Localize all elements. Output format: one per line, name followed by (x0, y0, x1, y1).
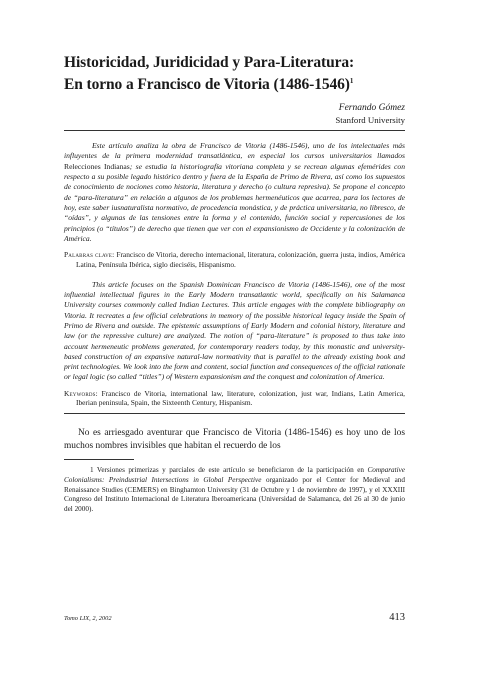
footnote-divider (64, 459, 134, 460)
title-line-2: En torno a Francisco de Vitoria (1486-1546) (64, 76, 350, 94)
keywords-english (64, 389, 405, 409)
abstract-english: This article focuses on the Spanish Dominican Francisco de Vitoria (1486-1546), one of the most influential intellectual figures in the Early Modern transatlantic world, specifically on his Salamanca University courses commonly called Indian Lectures. This article engages with the complete bibliography on Vitoria. It recreates a few official celebrations in memory of the possible historical legacy inside the Spain of Primo de Rivera and outside. The epistemic assumptions of Early Modern and colonial history, literature and law (or the repressive culture) are analyzed. The notion of “para-literature” is proposed to thus take into account hermeneutic problems generated, for contemporary readers today, by this monastic and university-based construction of an expansive natural-law normativity that is parallel to the already existing book and print technologies. We look into the form and content, social function and consequences of the official rationale or legal logic (so called “titles”) of Western expansionism and the conquest and colonization of America. (64, 279, 405, 382)
abstract-es-part-1: Este artículo analiza la obra de Francisco de Vitoria (1486-1546), uno de los intelectuales más influyentes de la primera modernidad transatlántica, en especial los cursos universitarios llamados (64, 141, 405, 161)
keywords-es-label: Palabras clave: (64, 250, 115, 260)
abstract-es-part-2: Relecciones Indianas (64, 161, 130, 171)
author-block (64, 103, 405, 125)
body-paragraph: No es arriesgado aventurar que Francisco de Vitoria (1486-1546) es hoy uno de los muchos nombres invisibles que habitan el recuerdo de los (64, 428, 405, 451)
article-page (64, 54, 405, 515)
author-affiliation: Stanford University (335, 115, 405, 126)
page-number: 413 (389, 612, 405, 623)
footnote (64, 466, 405, 515)
footnote-part-2: Comparative Colonialisms: Preindustrial Intersections in Global Perspective (64, 466, 405, 484)
article-title (64, 54, 405, 94)
footnote-part-3: organizado por el Center for Medieval and Renaissance Studies (CEMERS) en Binghamton University (31 de Octubre y 1 de noviembre de 1997), y el XXXIII Congreso del Instituto Internacional de Literatura Iberoamericana (Universidad de Salamanca, del 26 al 30 de junio del 2000). (64, 475, 405, 513)
abstract-spanish (64, 141, 405, 244)
keywords-en-label: Keywords: (64, 388, 98, 398)
header-divider (64, 130, 405, 131)
abstract-divider (64, 413, 405, 414)
footnote-part-1: 1 Versiones primerizas y parciales de este artículo se beneficiaron de la participación en (90, 466, 368, 475)
title-footnote-mark: 1 (349, 77, 354, 85)
author-name: Fernando Gómez (338, 103, 405, 114)
keywords-en-text: Francisco de Vitoria, international law, literature, colonization, just war, Indians, Latin America, Iberian peninsula, Spain, the Sixteenth Century, Hispanism. (76, 388, 405, 408)
keywords-spanish (64, 250, 405, 270)
page-footer (64, 612, 405, 623)
keywords-es-text: Francisco de Vitoria, derecho internacional, literatura, colonización, guerra justa, indios, América Latina, Península Ibérica, siglo dieciséis, Hispanismo. (76, 250, 405, 269)
title-line-1: Historicidad, Juridicidad y Para-Literatura: (64, 54, 355, 71)
abstract-es-part-3: ; se estudia la historiografía vitoriana completa y se recrean algunas efemérides con respecto a su posible legado histórico dentro y fuera de la España de Primo de Rivera, así como los supuestos de conocimiento de nociones como historia, literatura y derecho (o cultura represiva). Se propone el concepto de “para-literatura” en relación a algunos de los problemas hermenéuticos que acarrea, para los lectores de hoy, este saber iusnaturalista normativo, de procedencia monástica, y de práctica universitaria, no libresco, de “oídas”, y algunas de las tensiones entre la forma y el contenido, función social y repercusiones de los principios (o “títulos”) de derecho que tienen que ver con el expansionismo de Occidente y la colonización de América. (64, 161, 405, 243)
journal-issue: Tomo LIX, 2, 2002 (64, 615, 112, 622)
